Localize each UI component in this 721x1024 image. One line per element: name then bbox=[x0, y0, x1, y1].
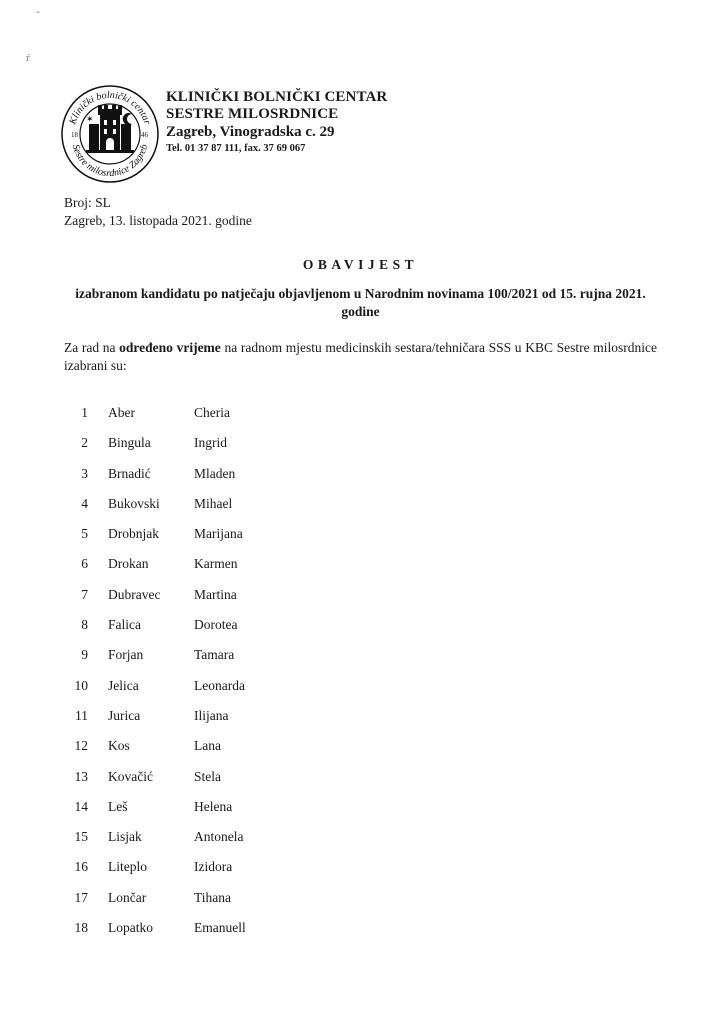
list-item bbox=[60, 883, 360, 913]
svg-text:Sestre milosrdnice Zagreb: Sestre milosrdnice Zagreb bbox=[69, 143, 151, 180]
candidate-surname: Bukovski bbox=[108, 495, 160, 511]
candidate-surname: Jelica bbox=[108, 677, 139, 693]
candidate-first-name: Leonarda bbox=[194, 677, 245, 693]
candidate-surname: Liteplo bbox=[108, 859, 147, 875]
list-item bbox=[60, 792, 360, 822]
candidate-number: 9 bbox=[81, 647, 88, 663]
scan-mark: ŕ bbox=[26, 52, 30, 64]
candidate-number: 18 bbox=[74, 920, 88, 936]
candidate-surname: Kovačić bbox=[108, 768, 153, 784]
candidate-number: 1 bbox=[81, 405, 88, 420]
candidate-number: 11 bbox=[75, 707, 88, 723]
candidate-surname: Drobnjak bbox=[108, 526, 159, 542]
hospital-name-line2: SESTRE MILOSRDNICE bbox=[166, 106, 339, 122]
hospital-address: Zagreb, Vinogradska c. 29 bbox=[166, 124, 335, 140]
list-item bbox=[60, 519, 360, 549]
list-item bbox=[60, 701, 360, 731]
list-item bbox=[60, 610, 360, 640]
candidate-number: 2 bbox=[81, 435, 88, 451]
candidate-number: 3 bbox=[81, 465, 88, 481]
intro-paragraph bbox=[64, 339, 657, 375]
candidate-surname: Drokan bbox=[108, 556, 149, 572]
candidate-number: 16 bbox=[74, 859, 88, 875]
hospital-seal-logo bbox=[60, 84, 160, 184]
document-title: OBAVIJEST bbox=[302, 257, 419, 272]
list-item bbox=[60, 580, 360, 610]
candidate-first-name: Antonela bbox=[194, 829, 244, 845]
list-item bbox=[60, 459, 360, 489]
document-meta bbox=[64, 194, 252, 230]
candidate-number: 8 bbox=[81, 617, 88, 633]
candidate-surname: Brnadić bbox=[108, 465, 151, 481]
list-item bbox=[60, 671, 360, 701]
list-item bbox=[60, 852, 360, 882]
candidate-number: 7 bbox=[81, 586, 88, 602]
candidate-number: 5 bbox=[81, 526, 88, 542]
candidate-first-name: Karmen bbox=[194, 556, 238, 572]
svg-text:46: 46 bbox=[141, 131, 148, 139]
svg-text:18: 18 bbox=[71, 131, 78, 139]
candidate-surname: Aber bbox=[108, 405, 135, 420]
candidate-surname: Leš bbox=[108, 798, 128, 814]
candidate-surname: Bingula bbox=[108, 435, 151, 451]
candidate-first-name: Tamara bbox=[194, 647, 235, 663]
list-item bbox=[60, 640, 360, 670]
candidate-first-name: Ilijana bbox=[194, 707, 229, 723]
candidate-number: 17 bbox=[74, 889, 88, 905]
candidate-surname: Lopatko bbox=[108, 920, 153, 936]
candidate-first-name: Mihael bbox=[194, 495, 233, 511]
candidate-first-name: Stela bbox=[194, 768, 221, 784]
candidate-first-name: Cheria bbox=[194, 405, 230, 420]
hospital-header bbox=[166, 89, 387, 156]
candidate-first-name: Izidora bbox=[194, 859, 233, 875]
candidate-number: 12 bbox=[74, 738, 88, 754]
candidate-number: 15 bbox=[74, 829, 88, 845]
candidate-first-name: Lana bbox=[194, 738, 221, 754]
intro-text-bold: određeno vrijeme bbox=[119, 340, 221, 355]
intro-text-after: na radnom mjestu medicinskih sestara/tehničara SSS u KBC Sestre milosrdnice izabrani su: bbox=[64, 340, 657, 373]
candidate-first-name: Dorotea bbox=[194, 617, 238, 633]
candidate-number: 13 bbox=[74, 768, 88, 784]
candidate-number: 6 bbox=[81, 556, 88, 572]
candidate-first-name: Helena bbox=[194, 798, 233, 814]
list-item bbox=[60, 913, 360, 943]
candidate-first-name: Mladen bbox=[194, 465, 236, 481]
list-item bbox=[60, 398, 360, 428]
candidate-first-name: Tihana bbox=[194, 889, 232, 905]
candidate-number: 10 bbox=[74, 677, 88, 693]
candidate-surname: Forjan bbox=[108, 647, 144, 663]
hospital-name-line1: KLINIČKI BOLNIČKI CENTAR bbox=[166, 89, 388, 105]
candidate-first-name: Emanuell bbox=[194, 920, 246, 936]
list-item bbox=[60, 731, 360, 761]
candidate-surname: Kos bbox=[108, 738, 130, 754]
candidate-list bbox=[60, 398, 360, 943]
candidate-surname: Lisjak bbox=[108, 829, 142, 845]
hospital-contact: Tel. 01 37 87 111, fax. 37 69 067 bbox=[166, 143, 306, 154]
candidate-surname: Dubravec bbox=[108, 586, 161, 602]
candidate-first-name: Martina bbox=[194, 586, 237, 602]
list-item bbox=[60, 549, 360, 579]
intro-text-before: Za rad na bbox=[64, 340, 120, 355]
candidate-surname: Lončar bbox=[108, 889, 147, 905]
list-item bbox=[60, 762, 360, 792]
document-date: Zagreb, 13. listopada 2021. godine bbox=[64, 213, 252, 228]
svg-text:✶: ✶ bbox=[86, 114, 94, 124]
reference-number: Broj: SL bbox=[64, 195, 111, 210]
candidate-surname: Jurica bbox=[108, 707, 141, 723]
candidate-surname: Falica bbox=[108, 617, 141, 633]
list-item bbox=[60, 428, 360, 458]
candidate-number: 14 bbox=[74, 798, 88, 814]
candidate-first-name: Ingrid bbox=[194, 435, 227, 451]
scan-mark: ˆ bbox=[36, 10, 40, 22]
document-subtitle: izabranom kandidatu po natječaju objavljenom u Narodnim novinama 100/2021 od 15. rujna 2021. godine bbox=[75, 286, 646, 319]
svg-text:Klinički bolnički centar: Klinički bolnički centar bbox=[67, 89, 153, 126]
candidate-first-name: Marijana bbox=[194, 526, 243, 542]
list-item bbox=[60, 822, 360, 852]
list-item bbox=[60, 489, 360, 519]
candidate-number: 4 bbox=[81, 495, 88, 511]
